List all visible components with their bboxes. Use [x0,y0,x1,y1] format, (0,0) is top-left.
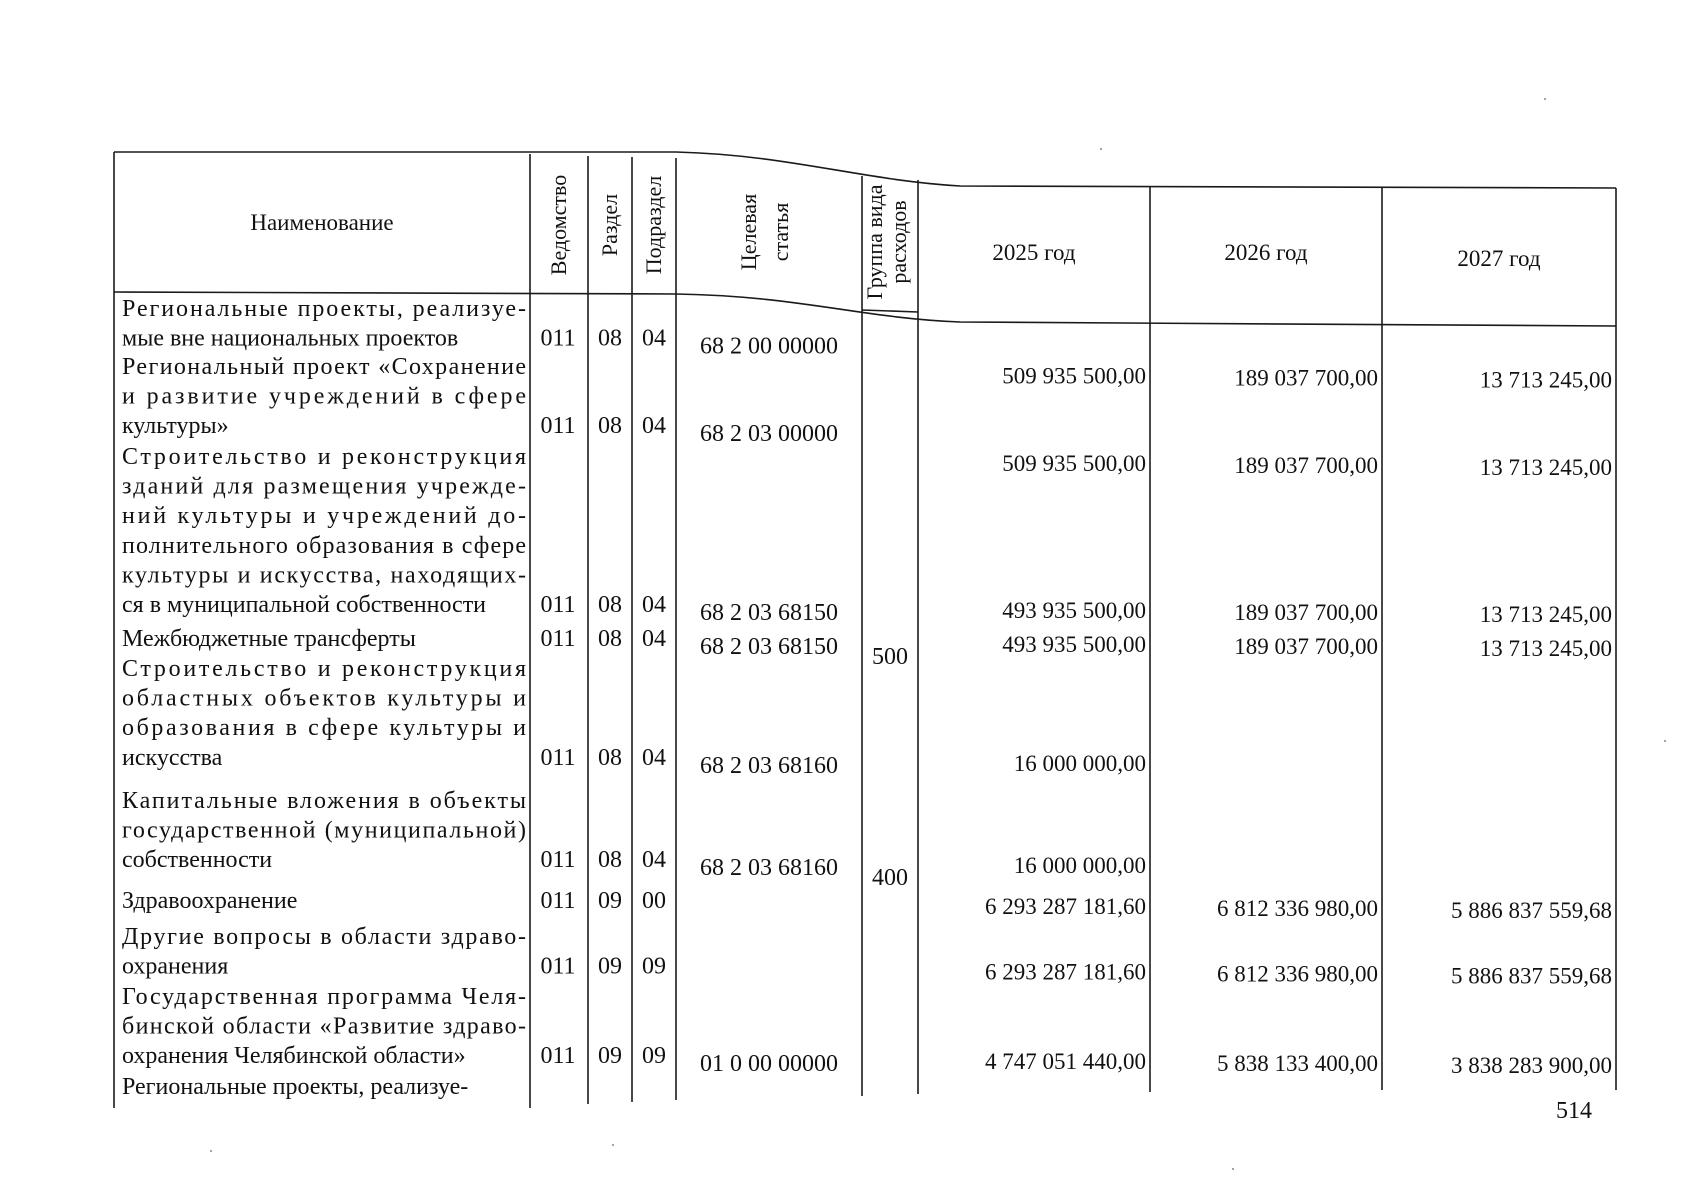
row-name-line: охранения Челябинской области» [122,1043,466,1070]
row-razdel: 09 [598,1043,622,1070]
header-celevaya-line2: статья [768,202,793,262]
row-vedomstvo: 011 [540,325,576,352]
row-2026: 189 037 700,00 [1234,365,1378,391]
row-razdel: 08 [598,325,622,352]
scan-speck [210,1150,212,1152]
row-celevaya: 68 2 03 68160 [700,752,838,779]
row-name-line: Здравоохранение [122,888,298,914]
row-2025: 6 293 287 181,60 [985,959,1146,985]
row-vedomstvo: 011 [540,953,576,980]
scan-speck [1544,98,1546,100]
row-name-line: Государственная программа Челя- [122,984,526,1010]
row-name-line: Другие вопросы в области здраво- [122,924,526,950]
row-name-line: Межбюджетные трансферты [122,626,416,652]
table-row [122,788,1146,891]
row-2026: 189 037 700,00 [1234,600,1378,625]
row-2027: 13 713 245,00 [1479,367,1612,393]
scan-speck [1232,1168,1234,1170]
row-2027: 5 886 837 559,68 [1451,898,1612,923]
row-razdel: 08 [598,744,622,771]
table-top-border [114,152,1616,188]
row-2026: 6 812 336 980,00 [1217,896,1378,921]
row-name-line: собственности [122,847,273,874]
header-2026: 2026 год [1224,240,1308,265]
row-vedomstvo: 011 [540,847,576,874]
row-vedomstvo: 011 [540,888,576,914]
row-name-line: Строительство и реконструкция [122,656,526,682]
table-row [122,444,1612,627]
header-2027: 2027 год [1457,246,1541,271]
header-gruppa-line2: расходов [886,200,911,284]
row-razdel: 08 [598,626,622,652]
header-vedomstvo: Ведомство [546,174,571,276]
header-razdel: Раздел [597,193,622,257]
row-2025: 6 293 287 181,60 [985,894,1146,919]
row-2026: 189 037 700,00 [1234,453,1378,479]
row-2025: 509 935 500,00 [1002,451,1146,477]
row-name-line: Региональный проект «Сохранение [122,354,526,380]
row-2026: 5 838 133 400,00 [1217,1051,1378,1077]
row-2027: 5 886 837 559,68 [1451,963,1612,989]
row-name-line: ся в муниципальной собственности [122,592,487,618]
row-podrazdel: 00 [642,888,666,914]
row-name-line: Региональные проекты, реализуе- [122,296,526,322]
row-name-line: государственной (муниципальной) [122,817,526,844]
row-podrazdel: 04 [642,413,666,440]
row-celevaya: 68 2 03 68160 [700,855,838,882]
header-name: Наименование [250,210,394,235]
row-vedomstvo: 011 [540,592,576,618]
row-name-line: образования в сфере культуры и [122,715,526,742]
row-name-line: бинской области «Развитие здраво- [122,1013,526,1040]
table-row [122,888,1612,923]
row-podrazdel: 04 [642,744,666,771]
row-2025: 493 935 500,00 [1002,598,1146,623]
row-razdel: 09 [598,888,622,914]
row-gruppa: 500 [872,644,908,670]
row-name-line: областных объектов культуры и [122,685,526,712]
row-name-line: мые вне национальных проектов [122,325,459,352]
row-2026: 6 812 336 980,00 [1217,961,1378,987]
row-2025: 509 935 500,00 [1002,363,1146,389]
row-name-line: полнительного образования в сфере [122,532,526,559]
table-header [250,175,1541,300]
row-vedomstvo: 011 [540,744,576,771]
group-col-underline [862,310,918,312]
row-name-line: и развитие учреждений в сфере [122,383,526,410]
table-row [122,984,1612,1078]
table-body [122,296,1612,1100]
row-gruppa: 400 [872,865,908,892]
row-2025: 4 747 051 440,00 [985,1049,1146,1075]
scan-speck [1100,148,1102,150]
row-podrazdel: 04 [642,626,666,652]
row-name-line: ний культуры и учреждений до- [122,503,526,530]
row-name-line: охранения [122,953,229,980]
row-podrazdel: 09 [642,1043,666,1070]
scan-speck [1664,740,1666,742]
row-2027: 3 838 283 900,00 [1451,1053,1612,1079]
row-vedomstvo: 011 [540,1043,576,1070]
row-2026: 189 037 700,00 [1234,634,1378,659]
row-2025: 493 935 500,00 [1002,632,1146,657]
row-podrazdel: 04 [642,592,666,618]
table-row [122,1074,468,1100]
row-vedomstvo: 011 [540,626,576,652]
row-celevaya: 68 2 00 00000 [700,333,838,360]
row-podrazdel: 04 [642,325,666,352]
header-podrazdel: Подраздел [641,175,666,275]
row-name-line: зданий для размещения учрежде- [122,473,526,500]
row-name-line: Строительство и реконструкция [122,444,526,470]
header-gruppa-line1: Группа вида [862,184,887,300]
row-celevaya: 68 2 03 68150 [700,600,838,626]
row-2025: 16 000 000,00 [1013,750,1146,776]
row-2027: 13 713 245,00 [1479,455,1612,481]
row-2025: 16 000 000,00 [1013,853,1146,879]
row-vedomstvo: 011 [540,413,576,440]
row-name-line: Региональные проекты, реализуе- [122,1074,469,1100]
row-celevaya: 01 0 00 00000 [700,1051,838,1078]
row-podrazdel: 09 [642,953,666,980]
page-number: 514 [1556,1098,1592,1124]
row-podrazdel: 04 [642,847,666,874]
row-razdel: 08 [598,413,622,440]
row-2027: 13 713 245,00 [1479,636,1612,661]
header-celevaya-line1: Целевая [736,193,761,271]
row-2027: 13 713 245,00 [1479,602,1612,627]
row-name-line: искусства [122,744,223,771]
table-row [122,656,1146,779]
row-razdel: 08 [598,847,622,874]
row-razdel: 09 [598,953,622,980]
header-2025: 2025 год [992,240,1076,265]
row-name-line: культуры» [122,413,229,440]
row-celevaya: 68 2 03 68150 [700,634,838,660]
row-razdel: 08 [598,592,622,618]
row-name-line: Капитальные вложения в объекты [122,788,526,814]
row-name-line: культуры и искусства, находящих- [122,562,526,589]
scan-speck [612,1144,614,1146]
row-celevaya: 68 2 03 00000 [700,421,838,448]
table-row [122,924,1612,989]
